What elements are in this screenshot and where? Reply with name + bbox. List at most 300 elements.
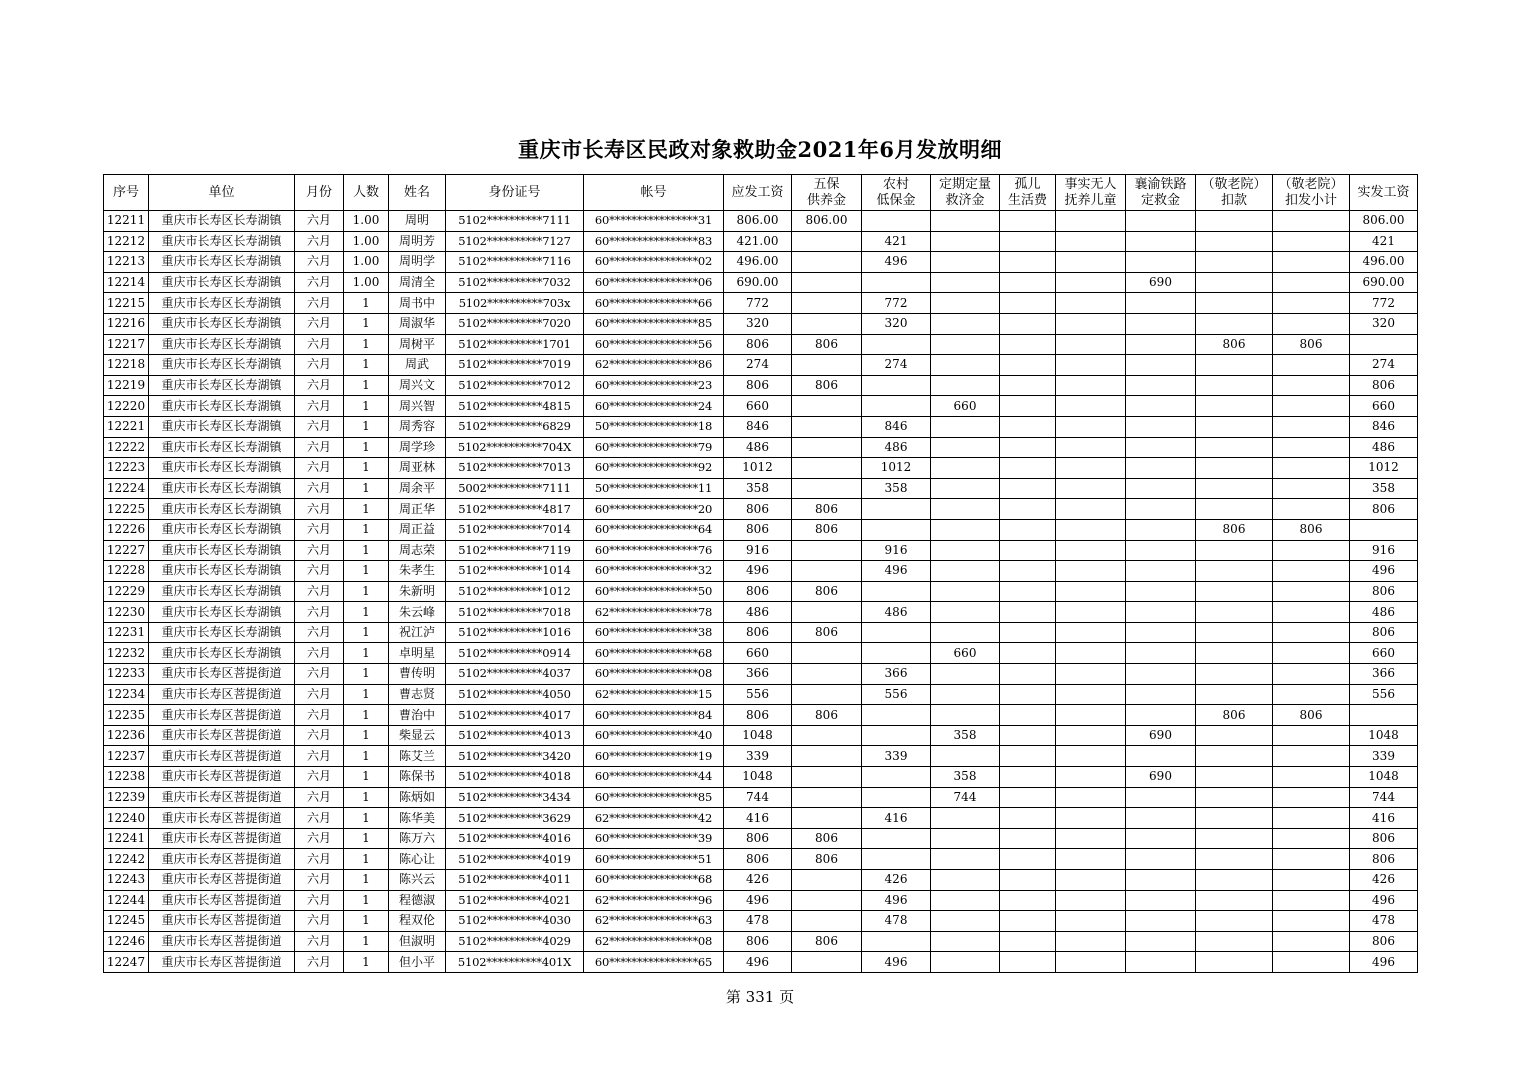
table-cell: 陈华美 — [389, 808, 446, 829]
table-cell — [1056, 890, 1126, 911]
table-cell: 六月 — [295, 849, 344, 870]
table-cell: 806 — [724, 499, 792, 520]
table-cell: 六月 — [295, 437, 344, 458]
table-cell — [792, 458, 862, 479]
table-cell: 806 — [1350, 375, 1418, 396]
table-cell: 60****************79 — [584, 437, 724, 458]
table-row — [104, 231, 1418, 252]
table-cell: 1 — [344, 375, 389, 396]
table-cell — [792, 478, 862, 499]
table-cell — [1273, 540, 1350, 561]
table-cell: 690 — [1126, 725, 1196, 746]
table-cell: 60****************66 — [584, 293, 724, 314]
table-row — [104, 705, 1418, 726]
table-cell: 486 — [1350, 602, 1418, 623]
table-cell — [1056, 643, 1126, 664]
page-number: 第 331 页 — [725, 988, 795, 1006]
table-cell: 496 — [1350, 952, 1418, 973]
table-cell — [1126, 952, 1196, 973]
table-cell — [1196, 890, 1273, 911]
table-cell — [1196, 767, 1273, 788]
table-cell: 12223 — [104, 458, 149, 479]
table-cell: 60****************65 — [584, 952, 724, 973]
table-cell — [792, 355, 862, 376]
table-cell: 12224 — [104, 478, 149, 499]
table-cell: 660 — [724, 643, 792, 664]
table-cell — [1273, 355, 1350, 376]
table-row — [104, 767, 1418, 788]
table-cell: 重庆市长寿区长寿湖镇 — [149, 602, 295, 623]
table-cell: 274 — [1350, 355, 1418, 376]
table-cell — [1056, 355, 1126, 376]
table-cell: 60****************23 — [584, 375, 724, 396]
table-cell — [1273, 664, 1350, 685]
table-cell: 660 — [931, 643, 1000, 664]
table-cell: 5102**********401X — [446, 952, 584, 973]
table-cell — [792, 870, 862, 891]
table-cell: 772 — [862, 293, 931, 314]
table-cell — [792, 684, 862, 705]
table-cell: 12213 — [104, 252, 149, 273]
table-cell: 60****************56 — [584, 334, 724, 355]
table-cell: 重庆市长寿区菩提街道 — [149, 890, 295, 911]
table-cell: 1 — [344, 746, 389, 767]
table-cell — [1196, 293, 1273, 314]
table-cell: 12216 — [104, 313, 149, 334]
table-cell — [931, 849, 1000, 870]
table-cell: 六月 — [295, 581, 344, 602]
table-cell — [1056, 334, 1126, 355]
table-cell: 六月 — [295, 272, 344, 293]
table-cell: 1 — [344, 890, 389, 911]
table-row — [104, 478, 1418, 499]
table-cell: 重庆市长寿区长寿湖镇 — [149, 313, 295, 334]
table-cell: 496 — [862, 952, 931, 973]
table-cell: 六月 — [295, 931, 344, 952]
table-cell — [862, 581, 931, 602]
table-cell: 60****************19 — [584, 746, 724, 767]
table-cell — [1273, 581, 1350, 602]
table-cell: 12211 — [104, 211, 149, 232]
table-cell: 60****************39 — [584, 828, 724, 849]
table-cell — [1126, 561, 1196, 582]
table-cell: 60****************64 — [584, 519, 724, 540]
table-cell — [1000, 725, 1056, 746]
table-cell: 重庆市长寿区长寿湖镇 — [149, 396, 295, 417]
table-cell: 60****************83 — [584, 231, 724, 252]
table-cell: 六月 — [295, 458, 344, 479]
table-cell: 660 — [1350, 643, 1418, 664]
table-cell: 806 — [724, 519, 792, 540]
table-cell: 690.00 — [1350, 272, 1418, 293]
table-cell — [1000, 787, 1056, 808]
table-cell — [1196, 478, 1273, 499]
table-cell: 12238 — [104, 767, 149, 788]
table-cell: 5102**********7019 — [446, 355, 584, 376]
table-cell: 12235 — [104, 705, 149, 726]
table-cell: 陈艾兰 — [389, 746, 446, 767]
table-cell: 806 — [1350, 499, 1418, 520]
table-cell: 366 — [862, 664, 931, 685]
table-cell — [1126, 540, 1196, 561]
table-cell: 690 — [1126, 767, 1196, 788]
table-cell — [931, 375, 1000, 396]
table-cell: 421.00 — [724, 231, 792, 252]
table-cell — [1196, 870, 1273, 891]
table-cell: 5102**********3420 — [446, 746, 584, 767]
table-cell — [931, 211, 1000, 232]
table-cell: 62****************42 — [584, 808, 724, 829]
table-cell: 1 — [344, 705, 389, 726]
table-cell: 806.00 — [792, 211, 862, 232]
table-cell: 1012 — [862, 458, 931, 479]
table-cell: 60****************38 — [584, 622, 724, 643]
table-cell: 5102**********4029 — [446, 931, 584, 952]
table-cell — [1000, 622, 1056, 643]
column-header: 农村 低保金 — [862, 175, 931, 211]
table-cell: 426 — [862, 870, 931, 891]
table-cell: 806 — [724, 931, 792, 952]
table-cell: 六月 — [295, 334, 344, 355]
table-cell: 重庆市长寿区长寿湖镇 — [149, 293, 295, 314]
table-cell — [1273, 313, 1350, 334]
column-header: 孤儿 生活费 — [1000, 175, 1056, 211]
table-cell: 60****************68 — [584, 870, 724, 891]
table-cell: 1 — [344, 767, 389, 788]
table-cell: 六月 — [295, 643, 344, 664]
table-cell — [1350, 519, 1418, 540]
table-cell — [931, 231, 1000, 252]
table-row — [104, 334, 1418, 355]
relief-fund-table — [103, 174, 1418, 973]
table-cell: 1 — [344, 313, 389, 334]
table-cell: 60****************06 — [584, 272, 724, 293]
column-header: 应发工资 — [724, 175, 792, 211]
table-cell — [1273, 931, 1350, 952]
table-row — [104, 602, 1418, 623]
table-cell — [1056, 396, 1126, 417]
table-cell: 1 — [344, 808, 389, 829]
table-cell — [1056, 458, 1126, 479]
table-cell — [792, 787, 862, 808]
table-cell: 60****************85 — [584, 787, 724, 808]
table-cell — [1196, 602, 1273, 623]
table-cell: 六月 — [295, 561, 344, 582]
table-cell: 806 — [792, 334, 862, 355]
table-cell: 1.00 — [344, 272, 389, 293]
table-body — [104, 211, 1418, 973]
table-cell: 486 — [862, 437, 931, 458]
table-cell: 1 — [344, 458, 389, 479]
table-cell: 重庆市长寿区长寿湖镇 — [149, 478, 295, 499]
table-cell — [931, 602, 1000, 623]
table-cell — [1126, 643, 1196, 664]
table-cell — [1273, 643, 1350, 664]
table-row — [104, 519, 1418, 540]
table-cell — [1126, 416, 1196, 437]
column-header: （敬老院） 扣款 — [1196, 175, 1273, 211]
table-cell: 62****************08 — [584, 931, 724, 952]
table-cell: 556 — [1350, 684, 1418, 705]
table-cell — [1126, 396, 1196, 417]
table-cell — [792, 952, 862, 973]
table-cell: 60****************68 — [584, 643, 724, 664]
table-cell — [1196, 458, 1273, 479]
table-cell — [1273, 767, 1350, 788]
table-cell — [1196, 211, 1273, 232]
table-cell: 重庆市长寿区长寿湖镇 — [149, 561, 295, 582]
table-cell: 六月 — [295, 355, 344, 376]
table-cell — [1196, 746, 1273, 767]
table-cell: 5102**********4011 — [446, 870, 584, 891]
table-cell — [1350, 705, 1418, 726]
table-cell: 274 — [724, 355, 792, 376]
table-cell — [1056, 437, 1126, 458]
table-cell: 806 — [792, 705, 862, 726]
table-cell: 806 — [792, 849, 862, 870]
table-cell: 六月 — [295, 478, 344, 499]
table-cell: 806 — [724, 849, 792, 870]
table-cell: 六月 — [295, 911, 344, 932]
table-cell: 5102**********1014 — [446, 561, 584, 582]
table-row — [104, 787, 1418, 808]
table-cell — [792, 313, 862, 334]
table-cell: 12245 — [104, 911, 149, 932]
table-cell — [1056, 313, 1126, 334]
table-cell: 12219 — [104, 375, 149, 396]
table-cell — [1196, 313, 1273, 334]
table-cell — [1056, 478, 1126, 499]
table-cell — [862, 211, 931, 232]
table-cell — [1000, 540, 1056, 561]
table-cell: 690 — [1126, 272, 1196, 293]
table-cell: 1 — [344, 334, 389, 355]
table-cell: 六月 — [295, 622, 344, 643]
table-cell — [862, 767, 931, 788]
table-row — [104, 458, 1418, 479]
table-cell — [1273, 746, 1350, 767]
table-row — [104, 355, 1418, 376]
table-cell: 274 — [862, 355, 931, 376]
table-cell — [792, 890, 862, 911]
table-row — [104, 211, 1418, 232]
table-cell — [1126, 849, 1196, 870]
table-row — [104, 252, 1418, 273]
table-cell: 62****************96 — [584, 890, 724, 911]
table-cell — [1273, 293, 1350, 314]
table-cell: 柴显云 — [389, 725, 446, 746]
table-cell: 12214 — [104, 272, 149, 293]
table-cell — [1126, 911, 1196, 932]
table-cell: 806 — [792, 499, 862, 520]
table-cell: 5102**********4013 — [446, 725, 584, 746]
table-cell: 1 — [344, 952, 389, 973]
table-cell: 5102**********1012 — [446, 581, 584, 602]
table-cell: 60****************32 — [584, 561, 724, 582]
table-cell: 周武 — [389, 355, 446, 376]
table-cell — [1126, 705, 1196, 726]
table-cell — [1056, 561, 1126, 582]
table-cell: 5102**********4030 — [446, 911, 584, 932]
table-cell — [1056, 375, 1126, 396]
table-cell: 5102**********4017 — [446, 705, 584, 726]
table-row — [104, 375, 1418, 396]
table-cell — [1126, 499, 1196, 520]
table-cell — [931, 293, 1000, 314]
column-header: 单位 — [149, 175, 295, 211]
table-cell: 12239 — [104, 787, 149, 808]
table-cell: 六月 — [295, 808, 344, 829]
table-cell: 六月 — [295, 767, 344, 788]
table-cell — [1056, 808, 1126, 829]
table-cell: 806 — [724, 581, 792, 602]
table-cell — [1056, 622, 1126, 643]
table-cell: 806 — [792, 931, 862, 952]
table-cell: 426 — [1350, 870, 1418, 891]
table-cell — [792, 437, 862, 458]
column-header: 帐号 — [584, 175, 724, 211]
table-cell — [1000, 211, 1056, 232]
table-cell — [1126, 931, 1196, 952]
table-row — [104, 931, 1418, 952]
table-cell: 1048 — [724, 767, 792, 788]
table-cell — [1000, 375, 1056, 396]
table-cell: 416 — [724, 808, 792, 829]
table-cell — [862, 849, 931, 870]
table-cell — [1056, 252, 1126, 273]
table-cell — [1126, 808, 1196, 829]
column-header: 五保 供养金 — [792, 175, 862, 211]
table-cell: 496 — [862, 561, 931, 582]
table-cell — [1126, 746, 1196, 767]
table-row — [104, 828, 1418, 849]
table-cell — [1126, 231, 1196, 252]
table-cell: 1012 — [1350, 458, 1418, 479]
table-cell — [1000, 561, 1056, 582]
table-cell: 12227 — [104, 540, 149, 561]
table-cell: 曹志贤 — [389, 684, 446, 705]
table-cell: 六月 — [295, 725, 344, 746]
table-cell: 重庆市长寿区菩提街道 — [149, 911, 295, 932]
table-cell: 1 — [344, 787, 389, 808]
table-cell: 周志荣 — [389, 540, 446, 561]
table-cell: 320 — [1350, 313, 1418, 334]
table-cell — [862, 705, 931, 726]
table-cell: 12246 — [104, 931, 149, 952]
table-cell — [1273, 437, 1350, 458]
table-cell — [792, 293, 862, 314]
table-cell — [931, 870, 1000, 891]
table-cell: 486 — [724, 602, 792, 623]
table-cell: 重庆市长寿区长寿湖镇 — [149, 231, 295, 252]
table-cell: 1 — [344, 849, 389, 870]
table-cell — [862, 828, 931, 849]
table-cell: 5102**********4018 — [446, 767, 584, 788]
table-cell: 六月 — [295, 231, 344, 252]
table-cell — [1000, 808, 1056, 829]
table-cell: 12212 — [104, 231, 149, 252]
table-cell: 12232 — [104, 643, 149, 664]
table-cell — [1056, 211, 1126, 232]
table-cell — [1000, 602, 1056, 623]
table-cell — [1000, 870, 1056, 891]
table-cell — [931, 952, 1000, 973]
table-cell: 重庆市长寿区长寿湖镇 — [149, 334, 295, 355]
table-cell: 62****************15 — [584, 684, 724, 705]
table-cell: 556 — [862, 684, 931, 705]
table-cell: 5102**********3434 — [446, 787, 584, 808]
table-cell: 祝江泸 — [389, 622, 446, 643]
table-cell — [1126, 519, 1196, 540]
table-cell — [931, 416, 1000, 437]
table-cell: 六月 — [295, 293, 344, 314]
table-cell — [1196, 540, 1273, 561]
table-cell: 六月 — [295, 211, 344, 232]
table-cell: 366 — [724, 664, 792, 685]
table-cell — [1126, 478, 1196, 499]
table-cell — [792, 664, 862, 685]
table-cell: 1048 — [1350, 767, 1418, 788]
table-row — [104, 664, 1418, 685]
table-cell: 806 — [724, 828, 792, 849]
table-cell — [1126, 870, 1196, 891]
table-cell: 5102**********7012 — [446, 375, 584, 396]
table-cell: 重庆市长寿区长寿湖镇 — [149, 211, 295, 232]
table-cell: 12221 — [104, 416, 149, 437]
table-cell — [931, 828, 1000, 849]
table-cell — [1273, 211, 1350, 232]
table-cell — [1273, 602, 1350, 623]
table-cell — [862, 725, 931, 746]
table-cell — [792, 643, 862, 664]
table-row — [104, 540, 1418, 561]
page-title: 重庆市长寿区民政对象救助金2021年6月发放明细 — [517, 137, 1003, 162]
table-cell — [862, 375, 931, 396]
table-cell — [1000, 396, 1056, 417]
table-cell: 1.00 — [344, 252, 389, 273]
table-cell — [1196, 561, 1273, 582]
table-cell: 1 — [344, 540, 389, 561]
table-cell — [931, 581, 1000, 602]
table-cell: 重庆市长寿区长寿湖镇 — [149, 519, 295, 540]
table-cell — [1056, 416, 1126, 437]
table-row — [104, 293, 1418, 314]
table-cell — [1196, 396, 1273, 417]
table-cell: 周秀容 — [389, 416, 446, 437]
table-cell: 12240 — [104, 808, 149, 829]
table-cell — [1126, 458, 1196, 479]
table-cell: 12243 — [104, 870, 149, 891]
table-cell — [931, 499, 1000, 520]
table-cell: 重庆市长寿区菩提街道 — [149, 808, 295, 829]
table-cell: 12237 — [104, 746, 149, 767]
table-cell — [792, 396, 862, 417]
table-cell — [862, 499, 931, 520]
table-cell: 1 — [344, 293, 389, 314]
table-cell: 重庆市长寿区长寿湖镇 — [149, 355, 295, 376]
table-cell: 496 — [1350, 890, 1418, 911]
table-cell: 六月 — [295, 952, 344, 973]
table-cell — [1273, 870, 1350, 891]
table-cell — [931, 540, 1000, 561]
table-cell: 320 — [724, 313, 792, 334]
table-cell — [1056, 602, 1126, 623]
table-cell: 366 — [1350, 664, 1418, 685]
table-cell: 六月 — [295, 519, 344, 540]
table-cell — [931, 519, 1000, 540]
table-cell: 5102**********0914 — [446, 643, 584, 664]
table-row — [104, 890, 1418, 911]
